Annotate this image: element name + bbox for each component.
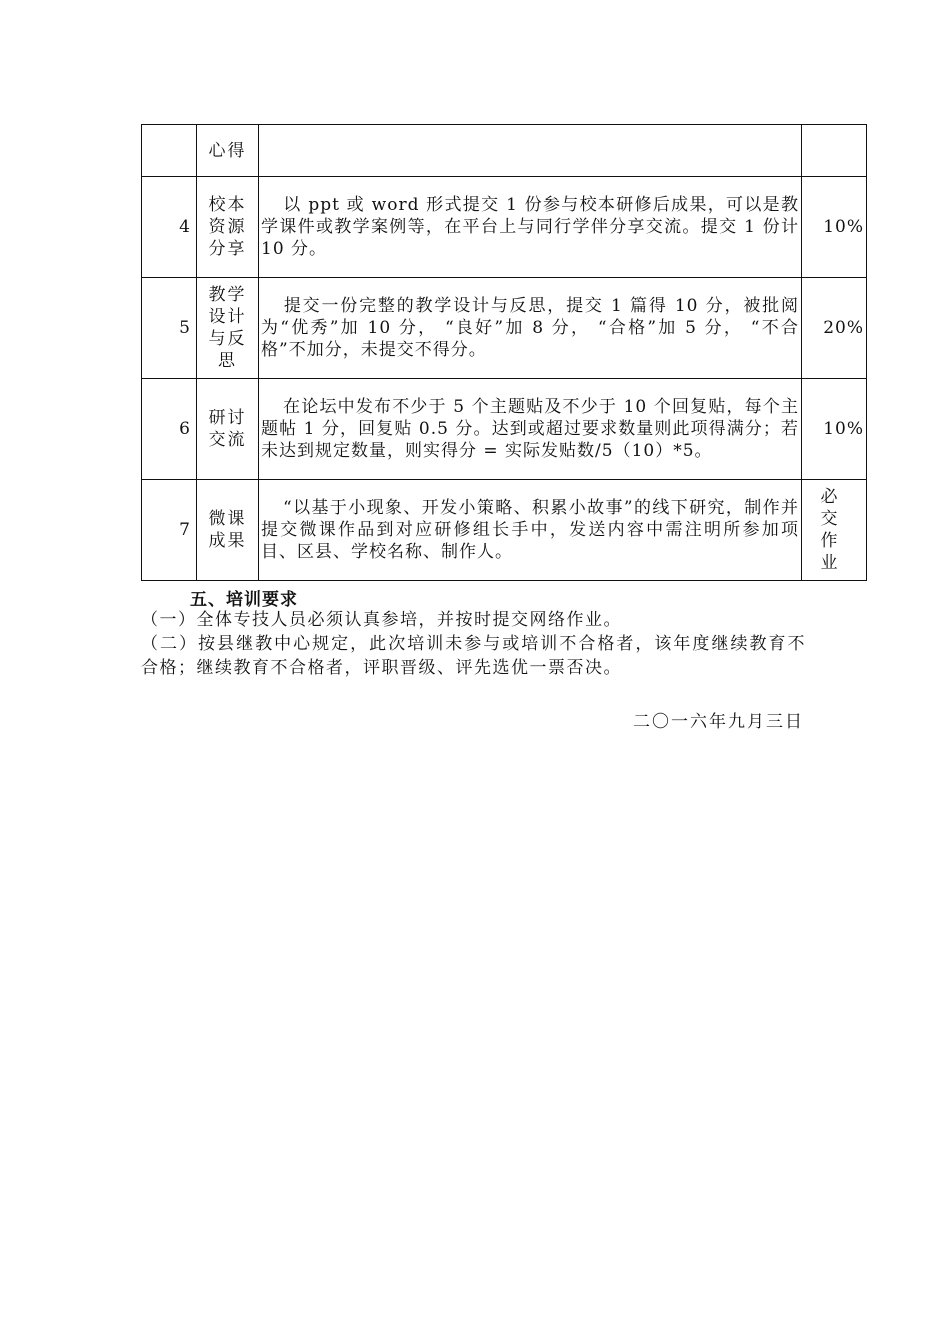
item-description bbox=[259, 125, 802, 177]
item-description: “以基于小现象、开发小策略、积累小故事”的线下研究，制作并提交微课作品到对应研修组长手中，发送内容中需注明所参加项目、区县、学校名称、制作人。 bbox=[259, 480, 802, 581]
item-name: 研讨交流 bbox=[197, 379, 259, 480]
row-number: 4 bbox=[142, 177, 197, 278]
table-row bbox=[142, 177, 867, 278]
item-weight: 20% bbox=[802, 278, 867, 379]
row-number bbox=[142, 125, 197, 177]
item-description: 在论坛中发布不少于 5 个主题贴及不少于 10 个回复贴，每个主题帖 1 分，回复贴 0.5 分。达到或超过要求数量则此项得满分；若未达到规定数量，则实得分 = 实际发贴数/5（10）*5。 bbox=[259, 379, 802, 480]
requirement-paragraph-2: （二）按县继教中心规定，此次培训未参与或培训不合格者，该年度继续教育不合格；继续教育不合格者，评职晋级、评先选优一票否决。 bbox=[141, 634, 806, 678]
table-row bbox=[142, 278, 867, 379]
table-row bbox=[142, 480, 867, 581]
item-weight: 10% bbox=[802, 379, 867, 480]
section-heading: 五、培训要求 bbox=[190, 590, 298, 610]
row-number: 5 bbox=[142, 278, 197, 379]
item-name: 教学设计与反思 bbox=[197, 278, 259, 379]
document-date: 二〇一六年九月三日 bbox=[633, 712, 804, 732]
item-weight: 必交作业 bbox=[802, 480, 867, 581]
training-assessment-table bbox=[141, 124, 867, 581]
item-name: 微课成果 bbox=[197, 480, 259, 581]
item-description: 以 ppt 或 word 形式提交 1 份参与校本研修后成果，可以是教学课件或教学案例等，在平台上与同行学伴分享交流。提交 1 份计 10 分。 bbox=[259, 177, 802, 278]
item-weight bbox=[802, 125, 867, 177]
requirement-paragraph-1: （一）全体专技人员必须认真参培，并按时提交网络作业。 bbox=[141, 610, 622, 630]
row-number: 7 bbox=[142, 480, 197, 581]
table-row bbox=[142, 379, 867, 480]
item-name: 心得 bbox=[197, 125, 259, 177]
row-number: 6 bbox=[142, 379, 197, 480]
item-description: 提交一份完整的教学设计与反思，提交 1 篇得 10 分，被批阅为“优秀”加 10 分， “良好”加 8 分， “合格”加 5 分， “不合格”不加分，未提交不得分。 bbox=[259, 278, 802, 379]
item-weight: 10% bbox=[802, 177, 867, 278]
item-name: 校本资源分享 bbox=[197, 177, 259, 278]
table-row bbox=[142, 125, 867, 177]
